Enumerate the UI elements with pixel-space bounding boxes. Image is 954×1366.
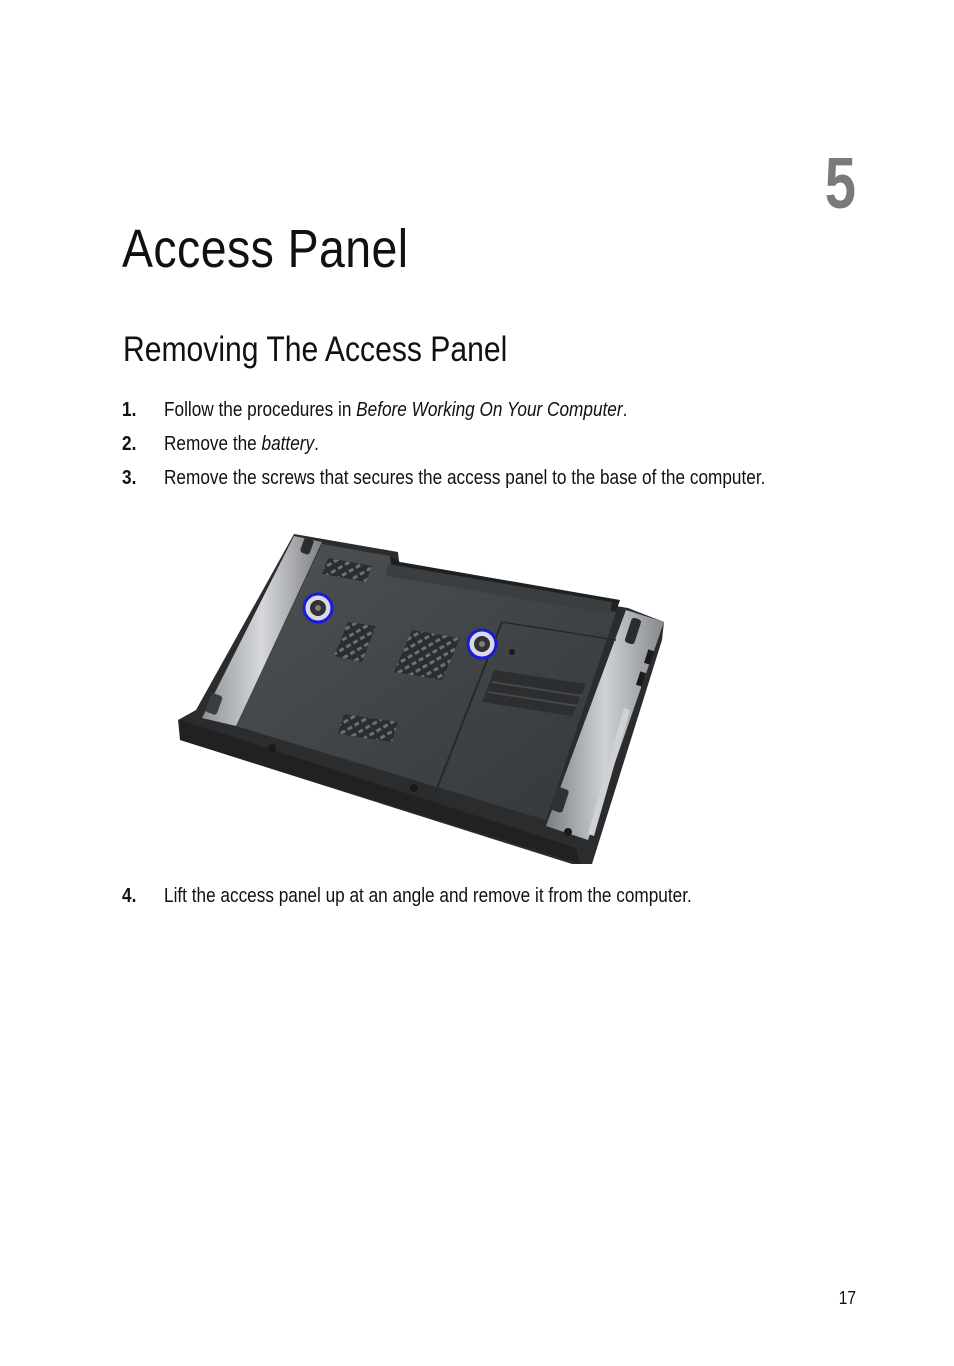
screw-highlight-right [468,630,496,658]
step-text-lead: Follow the procedures in [164,399,357,421]
step-text [164,430,826,458]
step-number: 3. [122,467,137,489]
battery-link[interactable]: battery [261,433,315,455]
step-text [164,396,826,424]
step-text-tail: . [622,399,628,421]
page-number: 17 [838,1288,856,1308]
screw-highlight-left [304,594,332,622]
step-number: 2. [122,433,137,455]
step-text: Lift the access panel up at an angle and remove it from the computer. [164,885,692,907]
step-number: 1. [122,399,137,421]
chapter-number: 5 [824,144,856,224]
before-working-link[interactable]: Before Working On Your Computer [356,399,623,421]
step-number: 4. [122,885,137,907]
laptop-base-figure [176,530,670,866]
step-text-tail: . [314,433,319,455]
chapter-title: Access Panel [122,219,409,279]
section-title: Removing The Access Panel [123,330,508,369]
step-text-lead: Remove the [164,433,262,455]
step-text: Remove the screws that secures the access panel to the base of the computer. [164,467,766,489]
